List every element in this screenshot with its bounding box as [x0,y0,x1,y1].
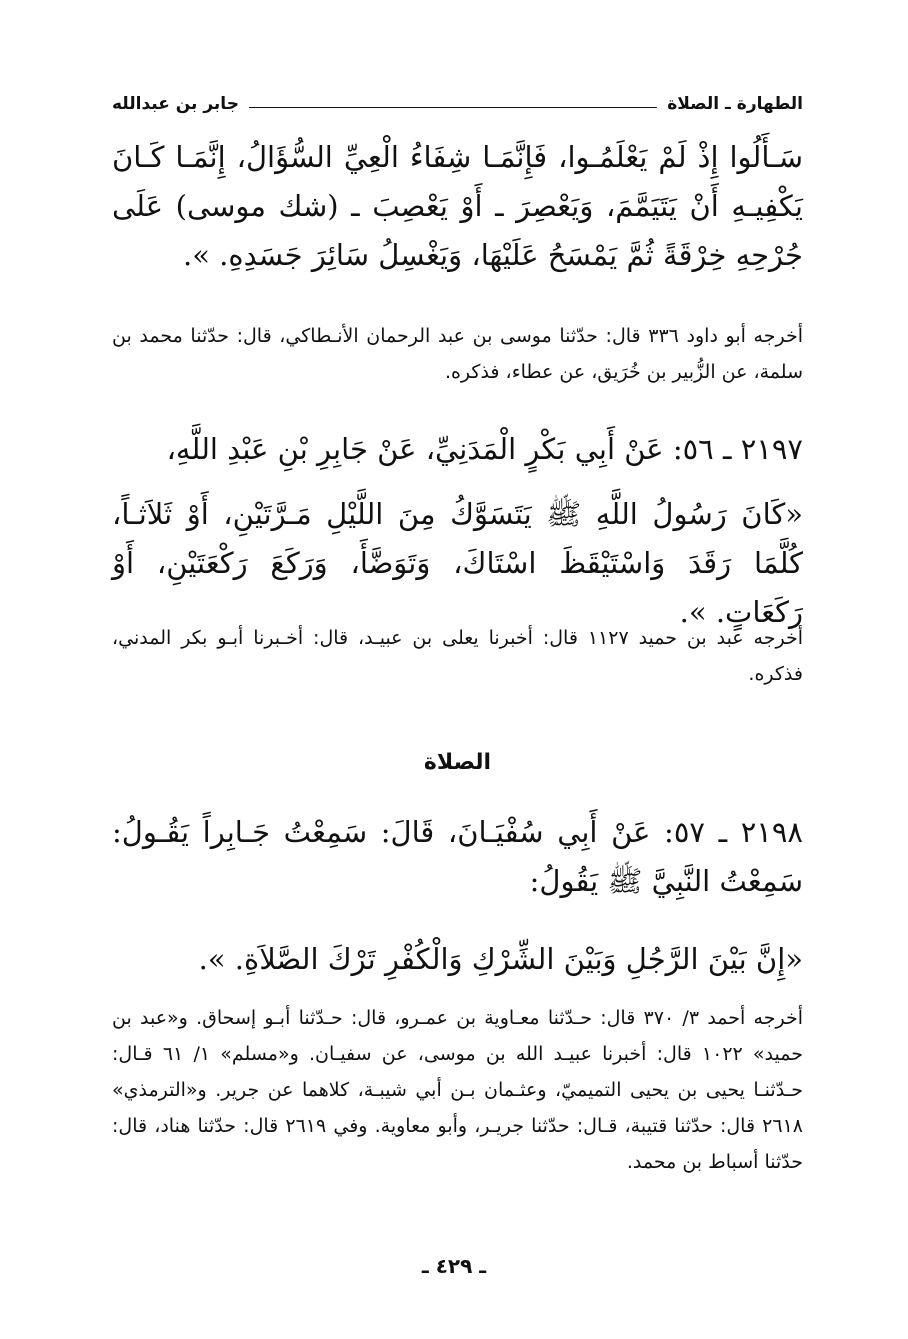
hadith-2198-intro: ٢١٩٨ ـ ٥٧: عَنْ أَبِي سُفْيَـانَ، قَالَ: سَمِعْتُ جَـابِراً يَقُـولُ: سَمِعْتُ النَّبِيَّ ﷺ يَقُولُ: [112,815,803,898]
hadith-2197-intro: ٢١٩٧ ـ ٥٦: عَنْ أَبِي بَكْرٍ الْمَدَنِيِّ، عَنْ جَابِرِ بْنِ عَبْدِ اللَّهِ، [166,432,803,466]
header-section-title: الطهارة ـ الصلاة [667,94,803,114]
hadith-2198-text: «إِنَّ بَيْنَ الرَّجُلِ وَبَيْنَ الشِّرْكِ وَالْكُفْرِ تَرْكَ الصَّلاَةِ. ». [198,942,803,976]
takhrij-note-2: أخرجه عبد بن حميد ١١٢٧ قال: أخبرنا يعلى بن عبيـد، قال: أخـبرنا أبـو بكر المدني، فذكره. [112,627,803,685]
running-header [112,88,803,114]
header-narrator: جابر بن عبدالله [112,94,239,114]
hadith-continuation: سَـأَلُوا إِذْ لَمْ يَعْلَمُـوا، فَإِنَّمَـا شِفَاءُ الْعِيِّ السُّؤَالُ، إِنَّمَـا كَـانَ يَكْفِيـهِ أَنْ يَتَيَمَّمَ، وَيَعْصِرَ ـ أَوْ يَعْصِبَ ـ (شك موسى) عَلَى جُرْحِهِ خِرْقَةً ثُمَّ يَمْسَحُ عَلَيْهَا، وَيَغْسِلُ سَائِرَ جَسَدِهِ. ». [112,140,803,272]
section-title: الصلاة [423,750,492,775]
header-rule [249,107,657,108]
page-number: ـ ٤٢٩ ـ [421,1254,487,1278]
takhrij-note-3: أخرجه أحمد ٣/ ٣٧٠ قال: حـدّثنا معـاوية بن عمـرو، قال: حـدّثنا أبـو إسحاق. و«عبد بن حميد» ١٠٢٢ قال: أخبرنا عبيـد الله بن موسى، عن سفيـان. و«مسلم» ١/ ٦١ قـال: حـدّثنـا يحيى بن يحيى التميميّ، وعثـمان بـن أبي شيبـة، كلاهما عن جرير. و«الترمذي» ٢٦١٨ قال: حدّثنا قتيبة، قـال: حدّثنا جريـر، وأبو معاوية. وفي ٢٦١٩ قال: حدّثنا هناد، قال: حدّثنا أسباط بن محمد. [112,1007,803,1173]
hadith-2197-text: «كَانَ رَسُولُ اللَّهِ ﷺ يَتَسَوَّكُ مِنَ اللَّيْلِ مَـرَّتَيْنِ، أَوْ ثَلاَثـاً، كُلَّمَا رَقَدَ وَاسْتَيْقَظَ اسْتَاكَ، وَتَوَضَّأَ، وَرَكَعَ رَكْعَتَيْنِ، أَوْ رَكَعَاتٍ. ». [112,497,803,629]
takhrij-note-1: أخرجه أبو داود ٣٣٦ قال: حدّثنا موسى بن عبد الرحمان الأنـطاكي، قال: حدّثنا محمد بن سلمة، عن الزُّبير بن خُرَيق، عن عطاء، فذكره. [112,325,803,383]
